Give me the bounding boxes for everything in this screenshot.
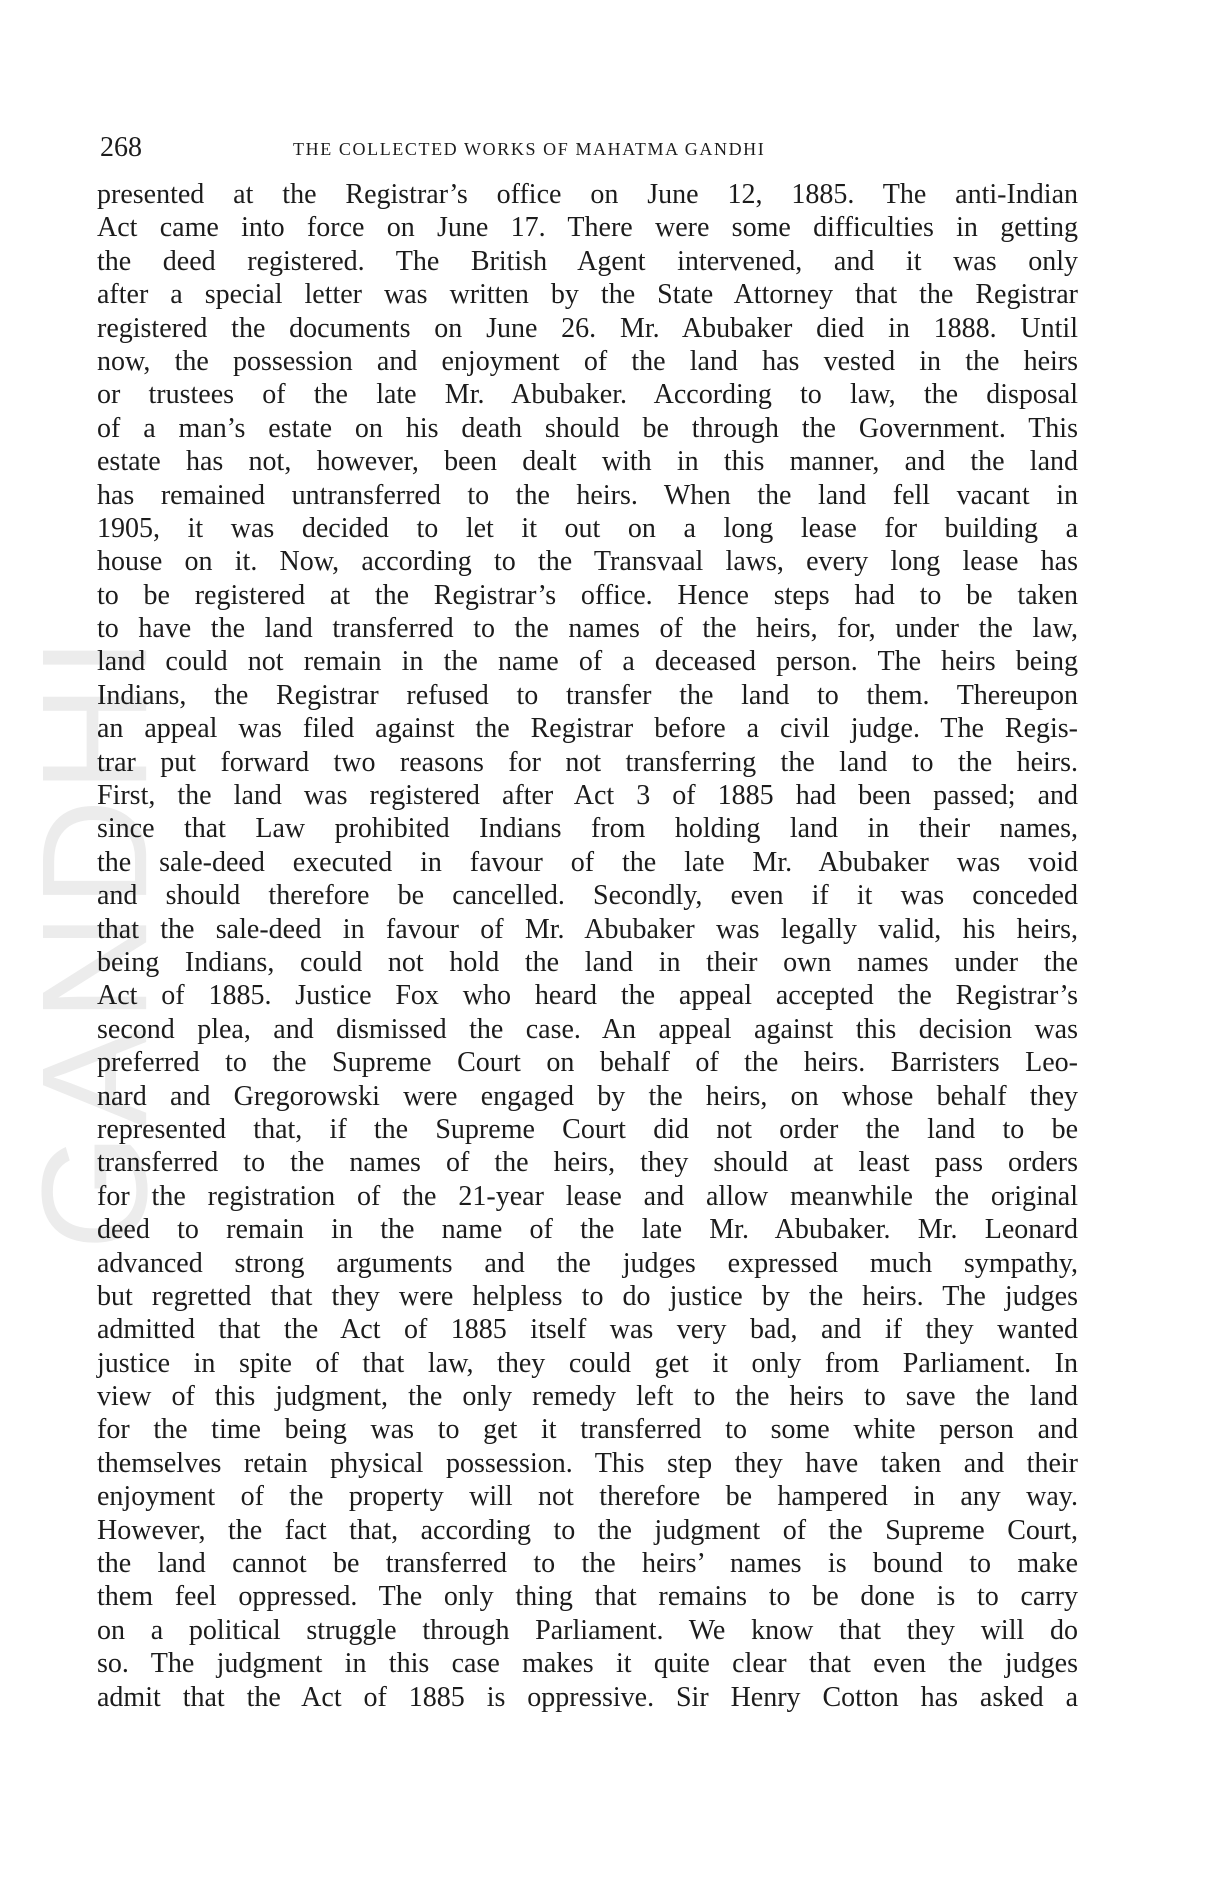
text-line: themselves retain physical possession. This step they have taken and their — [97, 1447, 1078, 1479]
text-line: registered the documents on June 26. Mr. Abubaker died in 1888. Until — [97, 312, 1078, 344]
text-line: deed to remain in the name of the late Mr. Abubaker. Mr. Leonard — [97, 1214, 1078, 1246]
text-line: admitted that the Act of 1885 itself was very bad, and if they wanted — [97, 1314, 1078, 1346]
text-line: 1905, it was decided to let it out on a long lease for building a — [97, 512, 1078, 544]
text-line: house on it. Now, according to the Transvaal laws, every long lease has — [97, 546, 1078, 578]
text-line: them feel oppressed. The only thing that remains to be done is to carry — [97, 1581, 1078, 1613]
text-line: Act of 1885. Justice Fox who heard the appeal accepted the Registrar’s — [97, 980, 1078, 1012]
text-line: transferred to the names of the heirs, they should at least pass orders — [97, 1147, 1078, 1179]
text-line: of a man’s estate on his death should be through the Government. This — [97, 412, 1078, 444]
text-line: First, the land was registered after Act 3 of 1885 had been passed; and — [97, 780, 1078, 812]
text-line: so. The judgment in this case makes it quite clear that even the judges — [97, 1648, 1078, 1680]
text-line: admit that the Act of 1885 is oppressive. Sir Henry Cotton has asked a — [97, 1681, 1078, 1713]
running-header — [100, 130, 1078, 166]
page-number: 268 — [100, 132, 142, 163]
text-line: to have the land transferred to the names of the heirs, for, under the law, — [97, 613, 1078, 645]
text-line: the sale-deed executed in favour of the late Mr. Abubaker was void — [97, 846, 1078, 878]
text-line: but regretted that they were helpless to do justice by the heirs. The judges — [97, 1280, 1078, 1312]
body-text — [97, 178, 1078, 1714]
text-line: or trustees of the late Mr. Abubaker. According to law, the disposal — [97, 379, 1078, 411]
text-line: justice in spite of that law, they could get it only from Parliament. In — [97, 1347, 1078, 1379]
text-line: estate has not, however, been dealt with in this manner, and the land — [97, 446, 1078, 478]
text-line: to be registered at the Registrar’s office. Hence steps had to be taken — [97, 579, 1078, 611]
running-title: THE COLLECTED WORKS OF MAHATMA GANDHI — [293, 139, 766, 159]
text-line: the land cannot be transferred to the heirs’ names is bound to make — [97, 1548, 1078, 1580]
text-line: and should therefore be cancelled. Secondly, even if it was conceded — [97, 880, 1078, 912]
text-line: preferred to the Supreme Court on behalf of the heirs. Barristers Leo- — [97, 1047, 1078, 1079]
text-line: Act came into force on June 17. There were some difficulties in getting — [97, 212, 1078, 244]
text-line: trar put forward two reasons for not transferring the land to the heirs. — [97, 746, 1078, 778]
text-line: that the sale-deed in favour of Mr. Abubaker was legally valid, his heirs, — [97, 913, 1078, 945]
text-line: the deed registered. The British Agent intervened, and it was only — [97, 245, 1078, 277]
text-line: being Indians, could not hold the land in their own names under the — [97, 946, 1078, 978]
text-line: on a political struggle through Parliament. We know that they will do — [97, 1614, 1078, 1646]
text-line: advanced strong arguments and the judges expressed much sympathy, — [97, 1247, 1078, 1279]
watermark-text: GANDHI — [10, 630, 179, 1250]
text-line: nard and Gregorowski were engaged by the heirs, on whose behalf they — [97, 1080, 1078, 1112]
text-line: has remained untransferred to the heirs. When the land fell vacant in — [97, 479, 1078, 511]
text-line: However, the fact that, according to the judgment of the Supreme Court, — [97, 1514, 1078, 1546]
text-line: represented that, if the Supreme Court did not order the land to be — [97, 1113, 1078, 1145]
text-line: for the time being was to get it transferred to some white person and — [97, 1414, 1078, 1446]
text-line: since that Law prohibited Indians from holding land in their names, — [97, 813, 1078, 845]
text-line: an appeal was filed against the Registrar before a civil judge. The Regis- — [97, 713, 1078, 745]
text-line: after a special letter was written by the State Attorney that the Registrar — [97, 279, 1078, 311]
text-line: second plea, and dismissed the case. An appeal against this decision was — [97, 1013, 1078, 1045]
text-line: enjoyment of the property will not therefore be hampered in any way. — [97, 1481, 1078, 1513]
text-line: land could not remain in the name of a deceased person. The heirs being — [97, 646, 1078, 678]
text-line: presented at the Registrar’s office on June 12, 1885. The anti-Indian — [97, 179, 1078, 210]
text-line: Indians, the Registrar refused to transfer the land to them. Thereupon — [97, 679, 1078, 711]
text-line: for the registration of the 21-year lease and allow meanwhile the original — [97, 1180, 1078, 1212]
text-line: view of this judgment, the only remedy left to the heirs to save the land — [97, 1381, 1078, 1413]
text-line: now, the possession and enjoyment of the land has vested in the heirs — [97, 345, 1078, 377]
